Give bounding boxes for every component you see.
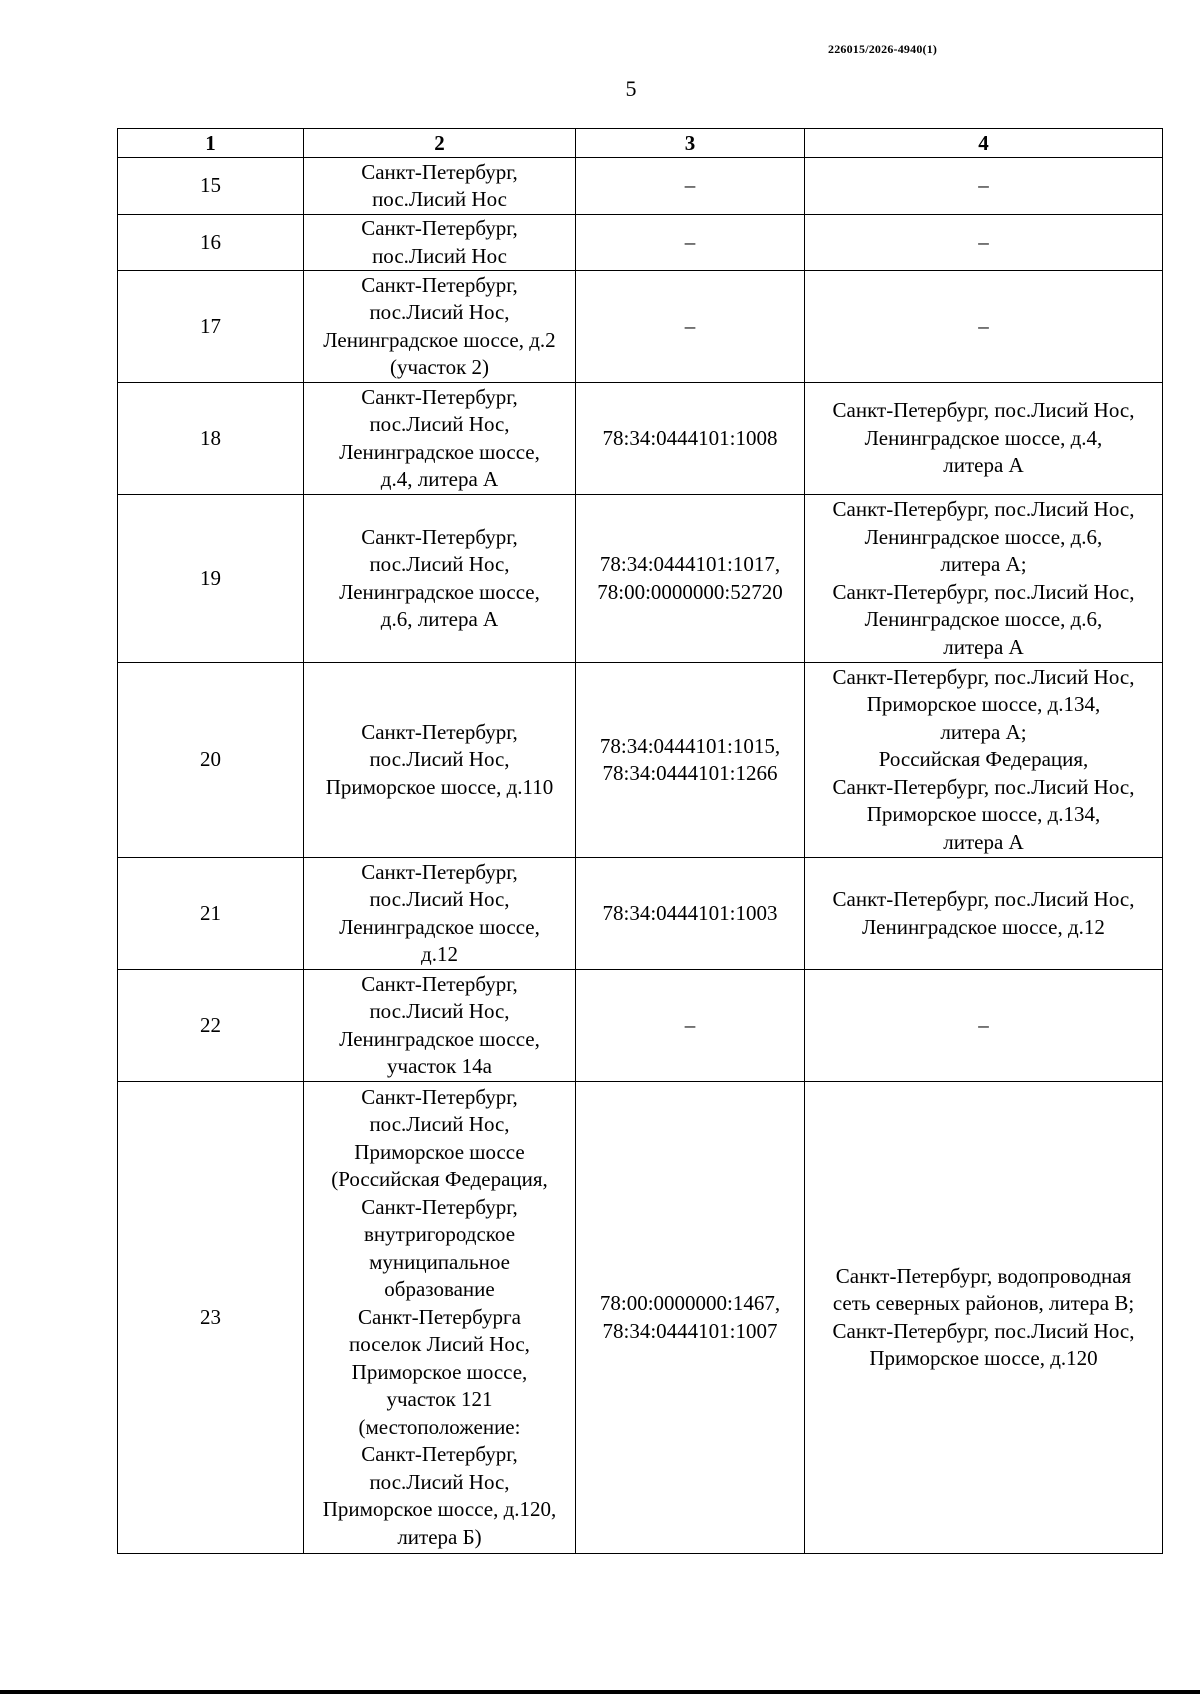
cadastral-number-cell: – — [576, 215, 805, 271]
location-cell: Санкт-Петербург, пос.Лисий Нос, Ленинградское шоссе, д.4, литера А — [805, 383, 1163, 495]
table-row — [118, 215, 1163, 271]
table-row — [118, 383, 1163, 495]
address-cell: Санкт-Петербург, пос.Лисий Нос, Приморское шоссе (Российская Федерация, Санкт-Петербург, внутригородское муниципальное образование Санкт-Петербурга поселок Лисий Нос, Приморское шоссе, участок 121 (местоположение: Санкт-Петербург, пос.Лисий Нос, Приморское шоссе, д.120, литера Б) — [304, 1082, 576, 1554]
row-number-cell: 19 — [118, 495, 304, 663]
cadastral-number-cell: 78:34:0444101:1008 — [576, 383, 805, 495]
location-cell: Санкт-Петербург, пос.Лисий Нос, Приморское шоссе, д.134, литера А; Российская Федерация, Санкт-Петербург, пос.Лисий Нос, Приморское шоссе, д.134, литера А — [805, 663, 1163, 858]
address-cell: Санкт-Петербург, пос.Лисий Нос, Ленинградское шоссе, д.2 (участок 2) — [304, 271, 576, 383]
cadastral-number-cell: – — [576, 271, 805, 383]
table-row — [118, 158, 1163, 215]
location-cell: Санкт-Петербург, пос.Лисий Нос, Ленинградское шоссе, д.6, литера А; Санкт-Петербург, пос.Лисий Нос, Ленинградское шоссе, д.6, литера А — [805, 495, 1163, 663]
data-table — [117, 128, 1163, 1554]
location-cell: – — [805, 158, 1163, 215]
table-row — [118, 970, 1163, 1082]
table-row — [118, 1082, 1163, 1554]
address-cell: Санкт-Петербург, пос.Лисий Нос — [304, 215, 576, 271]
page-number: 5 — [625, 76, 637, 101]
location-cell: Санкт-Петербург, водопроводная сеть северных районов, литера В; Санкт-Петербург, пос.Лисий Нос, Приморское шоссе, д.120 — [805, 1082, 1163, 1554]
address-cell: Санкт-Петербург, пос.Лисий Нос, Ленинградское шоссе, д.12 — [304, 858, 576, 970]
column-header-2: 2 — [304, 129, 576, 158]
table-row — [118, 271, 1163, 383]
cadastral-number-cell: – — [576, 158, 805, 215]
row-number-cell: 22 — [118, 970, 304, 1082]
document-number: 226015/2026-4940(1) — [828, 42, 938, 56]
location-cell: – — [805, 970, 1163, 1082]
row-number-cell: 18 — [118, 383, 304, 495]
row-number-cell: 17 — [118, 271, 304, 383]
address-cell: Санкт-Петербург, пос.Лисий Нос, Ленинградское шоссе, д.4, литера А — [304, 383, 576, 495]
table-row — [118, 663, 1163, 858]
address-cell: Санкт-Петербург, пос.Лисий Нос — [304, 158, 576, 215]
row-number-cell: 23 — [118, 1082, 304, 1554]
cadastral-number-cell: 78:34:0444101:1015, 78:34:0444101:1266 — [576, 663, 805, 858]
row-number-cell: 16 — [118, 215, 304, 271]
table-header-row — [118, 129, 1163, 158]
location-cell: – — [805, 215, 1163, 271]
column-header-4: 4 — [805, 129, 1163, 158]
row-number-cell: 20 — [118, 663, 304, 858]
table-row — [118, 858, 1163, 970]
column-header-3: 3 — [576, 129, 805, 158]
cadastral-number-cell: 78:00:0000000:1467, 78:34:0444101:1007 — [576, 1082, 805, 1554]
row-number-cell: 15 — [118, 158, 304, 215]
location-cell: – — [805, 271, 1163, 383]
location-cell: Санкт-Петербург, пос.Лисий Нос, Ленинградское шоссе, д.12 — [805, 858, 1163, 970]
cadastral-number-cell: 78:34:0444101:1017, 78:00:0000000:52720 — [576, 495, 805, 663]
column-header-1: 1 — [118, 129, 304, 158]
address-cell: Санкт-Петербург, пос.Лисий Нос, Приморское шоссе, д.110 — [304, 663, 576, 858]
cadastral-number-cell: – — [576, 970, 805, 1082]
cadastral-number-cell: 78:34:0444101:1003 — [576, 858, 805, 970]
address-cell: Санкт-Петербург, пос.Лисий Нос, Ленинградское шоссе, участок 14а — [304, 970, 576, 1082]
address-cell: Санкт-Петербург, пос.Лисий Нос, Ленинградское шоссе, д.6, литера А — [304, 495, 576, 663]
row-number-cell: 21 — [118, 858, 304, 970]
table-row — [118, 495, 1163, 663]
page-bottom-edge — [0, 1690, 1200, 1694]
